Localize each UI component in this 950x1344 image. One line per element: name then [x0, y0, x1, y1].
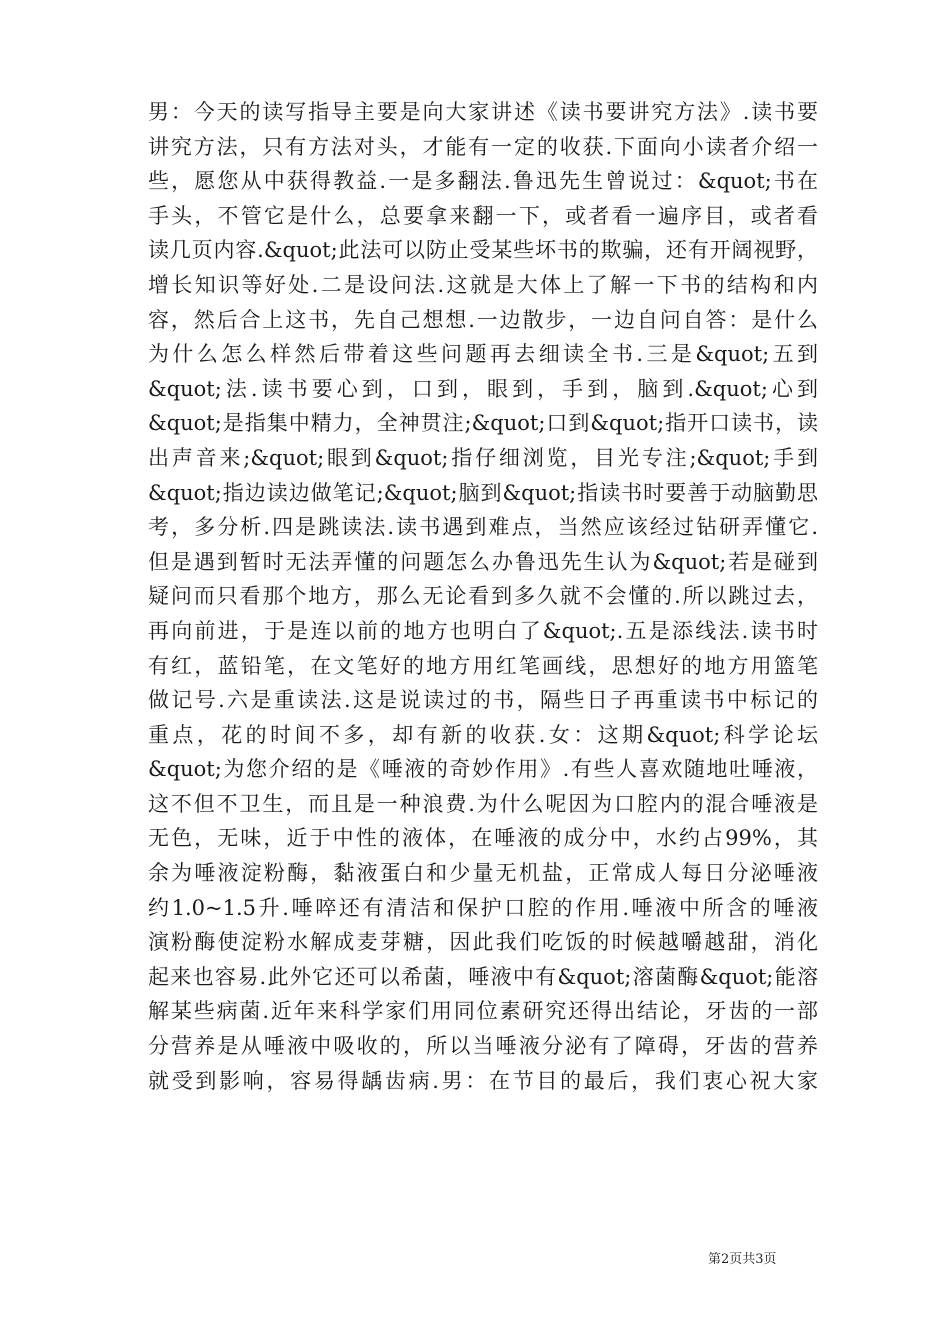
text-line: 男：今天的读写指导主要是向大家讲述《读书要讲究方法》.读书要: [148, 100, 818, 124]
text-line: &quot;法.读书要心到，口到，眼到，手到，脑到.&quot;心到: [148, 376, 818, 401]
text-line: &quot;为您介绍的是《唾液的奇妙作用》.有些人喜欢随地吐唾液，: [148, 757, 818, 782]
text-line: 演粉酶使淀粉水解成麦芽糖，因此我们吃饭的时候越嚼越甜，消化: [148, 930, 818, 955]
text-line: 这不但不卫生，而且是一种浪费.为什么呢因为口腔内的混合唾液是: [148, 791, 818, 816]
text-line: 为什么怎么样然后带着这些问题再去细读全书.三是&quot;五到: [148, 342, 818, 367]
page-number-footer: 第2页共3页: [708, 1252, 777, 1267]
text-line: 讲究方法，只有方法对头，才能有一定的收获.下面向小读者介绍一: [148, 134, 818, 159]
text-line: 解某些病菌.近年来科学家们用同位素研究还得出结论，牙齿的一部: [148, 999, 818, 1024]
text-line: 考，多分析.四是跳读法.读书遇到难点，当然应该经过钻研弄懂它.: [148, 515, 818, 540]
text-line: &quot;指边读边做笔记;&quot;脑到&quot;指读书时要善于动脑勤思: [148, 480, 818, 505]
text-line: 分营养是从唾液中吸收的，所以当唾液分泌有了障碍，牙齿的营养: [148, 1034, 818, 1059]
document-body-text: [148, 95, 818, 1098]
text-line: 但是遇到暂时无法弄懂的问题怎么办鲁迅先生认为&quot;若是碰到: [148, 549, 818, 574]
text-line: &quot;是指集中精力，全神贯注;&quot;口到&quot;指开口读书，读: [148, 411, 818, 436]
text-line: 做记号.六是重读法.这是说读过的书，隔些日子再重读书中标记的: [148, 688, 818, 713]
text-line: 就受到影响，容易得龋齿病.男：在节目的最后，我们衷心祝大家: [148, 1068, 818, 1093]
text-line: 无色，无味，近于中性的液体，在唾液的成分中，水约占99%，其: [148, 826, 818, 851]
text-line: 有红，蓝铅笔，在文笔好的地方用红笔画线，思想好的地方用篮笔: [148, 653, 818, 678]
text-line: 增长知识等好处.二是设问法.这就是大体上了解一下书的结构和内: [148, 272, 818, 297]
text-line: 起来也容易.此外它还可以希菌，唾液中有&quot;溶菌酶&quot;能溶: [148, 964, 818, 989]
text-line: 些，愿您从中获得教益.一是多翻法.鲁迅先生曾说过：&quot;书在: [148, 169, 818, 194]
text-line: 约1.0~1.5升.唾啐还有清洁和保护口腔的作用.唾液中所含的唾液: [148, 895, 818, 920]
text-line: 重点，花的时间不多，却有新的收获.女：这期&quot;科学论坛: [148, 722, 818, 747]
text-line: 疑问而只看那个地方，那么无论看到多久就不会懂的.所以跳过去，: [148, 584, 818, 609]
text-line: 出声音来;&quot;眼到&quot;指仔细浏览，目光专注;&quot;手到: [148, 445, 818, 470]
text-line: 读几页内容.&quot;此法可以防止受某些坏书的欺骗，还有开阔视野，: [148, 238, 818, 263]
text-line: 再向前进，于是连以前的地方也明白了&quot;.五是添线法.读书时: [148, 618, 818, 643]
text-line: 容，然后合上这书，先自己想想.一边散步，一边自问自答：是什么: [148, 307, 818, 332]
text-line: 余为唾液淀粉酶，黏液蛋白和少量无机盐，正常成人每日分泌唾液: [148, 861, 818, 886]
text-line: 手头，不管它是什么，总要拿来翻一下，或者看一遍序目，或者看: [148, 203, 818, 228]
